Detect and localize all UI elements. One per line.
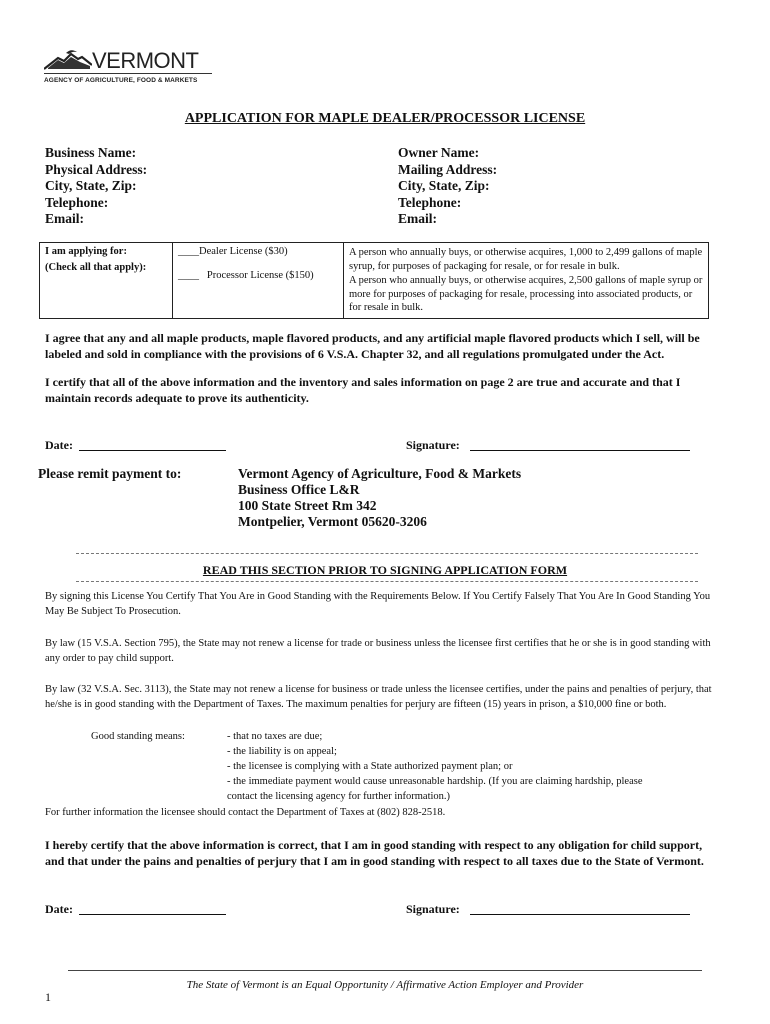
telephone-label: Telephone: (45, 194, 109, 210)
mailing-address-label: Mailing Address: (398, 161, 498, 177)
processor-license-option[interactable] (178, 270, 338, 281)
signature-label-2: Signature: (406, 902, 460, 916)
good-standing-label: Good standing means: (91, 731, 185, 742)
logo-wordmark: VERMONT (92, 48, 199, 73)
license-choices-cell (173, 243, 344, 319)
email-label: Email: (45, 211, 84, 226)
owner-telephone-label: Telephone: (398, 194, 462, 210)
processor-license-label: Processor License ($150) (206, 270, 314, 281)
dealer-license-label: Dealer License ($30) (199, 246, 288, 257)
signature-field[interactable] (470, 450, 690, 451)
agree-statement: I agree that any and all maple products, maple flavored products, and any artificial maple flavored products which I sell, will be labeled and sold in compliance with the provisions of 6 V.S.A. Chapter 32, and all regulations promulgated under the Act. (45, 331, 700, 361)
footer-statement: The State of Vermont is an Equal Opportunity / Affirmative Action Employer and Provider (186, 979, 584, 991)
owner-name-label: Owner Name: (398, 145, 480, 160)
date-field[interactable] (79, 450, 226, 451)
mountain-bird-icon (44, 48, 92, 70)
applying-label-cell (40, 243, 173, 319)
form-title: APPLICATION FOR MAPLE DEALER/PROCESSOR LICENSE (184, 111, 586, 126)
child-support-law: By law (15 V.S.A. Section 795), the State may not renew a license for trade or business unless the licensee first certifies that he or she is in good standing with any order to pay child support. (45, 638, 711, 664)
divider-top (76, 553, 698, 554)
processor-license-desc: A person who annually buys, or otherwise acquires, 2,500 gallons of maple syrup or more for purposes of packaging for resale, processing into associated products, or for resale in bulk. (349, 275, 703, 313)
dealer-check-blank[interactable]: ____ (178, 246, 199, 257)
signature-label: Signature: (406, 438, 460, 452)
city-state-zip-label: City, State, Zip: (45, 178, 137, 193)
business-name-label: Business Name: (45, 145, 137, 160)
certify-statement: I certify that all of the above information and the inventory and sales information on page 2 are true and accurate and that I maintain records adequate to prove its authenticity. (45, 375, 681, 405)
signature-field-2[interactable] (470, 914, 690, 915)
good-standing-item: - that no taxes are due; (227, 731, 323, 742)
right-field-list (398, 145, 497, 228)
good-standing-item: - the licensee is complying with a State authorized payment plan; or (227, 761, 513, 772)
logo-subtitle: AGENCY OF AGRICULTURE, FOOD & MARKETS (44, 77, 198, 84)
mailing-city-state-zip-label: City, State, Zip: (398, 178, 490, 193)
license-descriptions-cell (344, 243, 709, 319)
remit-line-3: 100 State Street Rm 342 (238, 498, 377, 513)
remit-line-2: Business Office L&R (238, 482, 360, 497)
final-certification: I hereby certify that the above information is correct, that I am in good standing with respect to any obligation for child support, and that under the pains and penalties of perjury that I am in good standing with respect to all taxes due to the State of Vermont. (45, 838, 704, 868)
remit-address (238, 466, 521, 530)
remit-label: Please remit payment to: (38, 466, 182, 481)
applying-label: I am applying for: (45, 246, 127, 257)
remit-line-4: Montpelier, Vermont 05620-3206 (238, 514, 427, 529)
footer-rule (68, 970, 702, 971)
date-label-2: Date: (45, 902, 73, 916)
processor-check-blank[interactable]: ____ (178, 270, 199, 281)
owner-email-label: Email: (398, 211, 437, 226)
dealer-license-desc: A person who annually buys, or otherwise acquires, 1,000 to 2,499 gallons of maple syrup, for purposes of packaging for resale, or for resale in bulk. (349, 247, 703, 272)
good-standing-notice: By signing this License You Certify That You Are in Good Standing with the Requirements Below. If You Certify Falsely That You Are In Good Standing You May Be Subject To Prosecution. (45, 591, 711, 617)
left-field-list (45, 145, 147, 228)
agency-logo (44, 44, 214, 94)
good-standing-list (227, 729, 647, 804)
physical-address-label: Physical Address: (45, 161, 148, 177)
taxes-law: By law (32 V.S.A. Sec. 3113), the State may not renew a license for business or trade unless the licensee certifies, under the pains and penalties of perjury, that he/she is in good standing with the Department of Taxes. The maximum penalties for perjury are fifteen (15) years in prison, a $10,000 fine or both. (45, 684, 712, 710)
divider-bottom (76, 581, 698, 582)
page-number: 1 (45, 990, 51, 1004)
good-standing-item: - the liability is on appeal; (227, 746, 337, 757)
date-label: Date: (45, 438, 73, 452)
license-options-table (39, 242, 709, 319)
dealer-license-option[interactable] (178, 246, 338, 257)
good-standing-item: - the immediate payment would cause unreasonable hardship. (If you are claiming hardship, please contact the licensing agency for further information.) (227, 776, 643, 802)
date-field-2[interactable] (79, 914, 226, 915)
further-info: For further information the licensee should contact the Department of Taxes at (802) 828-2518. (45, 807, 446, 818)
remit-line-1: Vermont Agency of Agriculture, Food & Markets (238, 466, 522, 481)
read-section-heading: READ THIS SECTION PRIOR TO SIGNING APPLICATION FORM (202, 563, 568, 577)
applying-sublabel: (Check all that apply): (45, 262, 147, 273)
